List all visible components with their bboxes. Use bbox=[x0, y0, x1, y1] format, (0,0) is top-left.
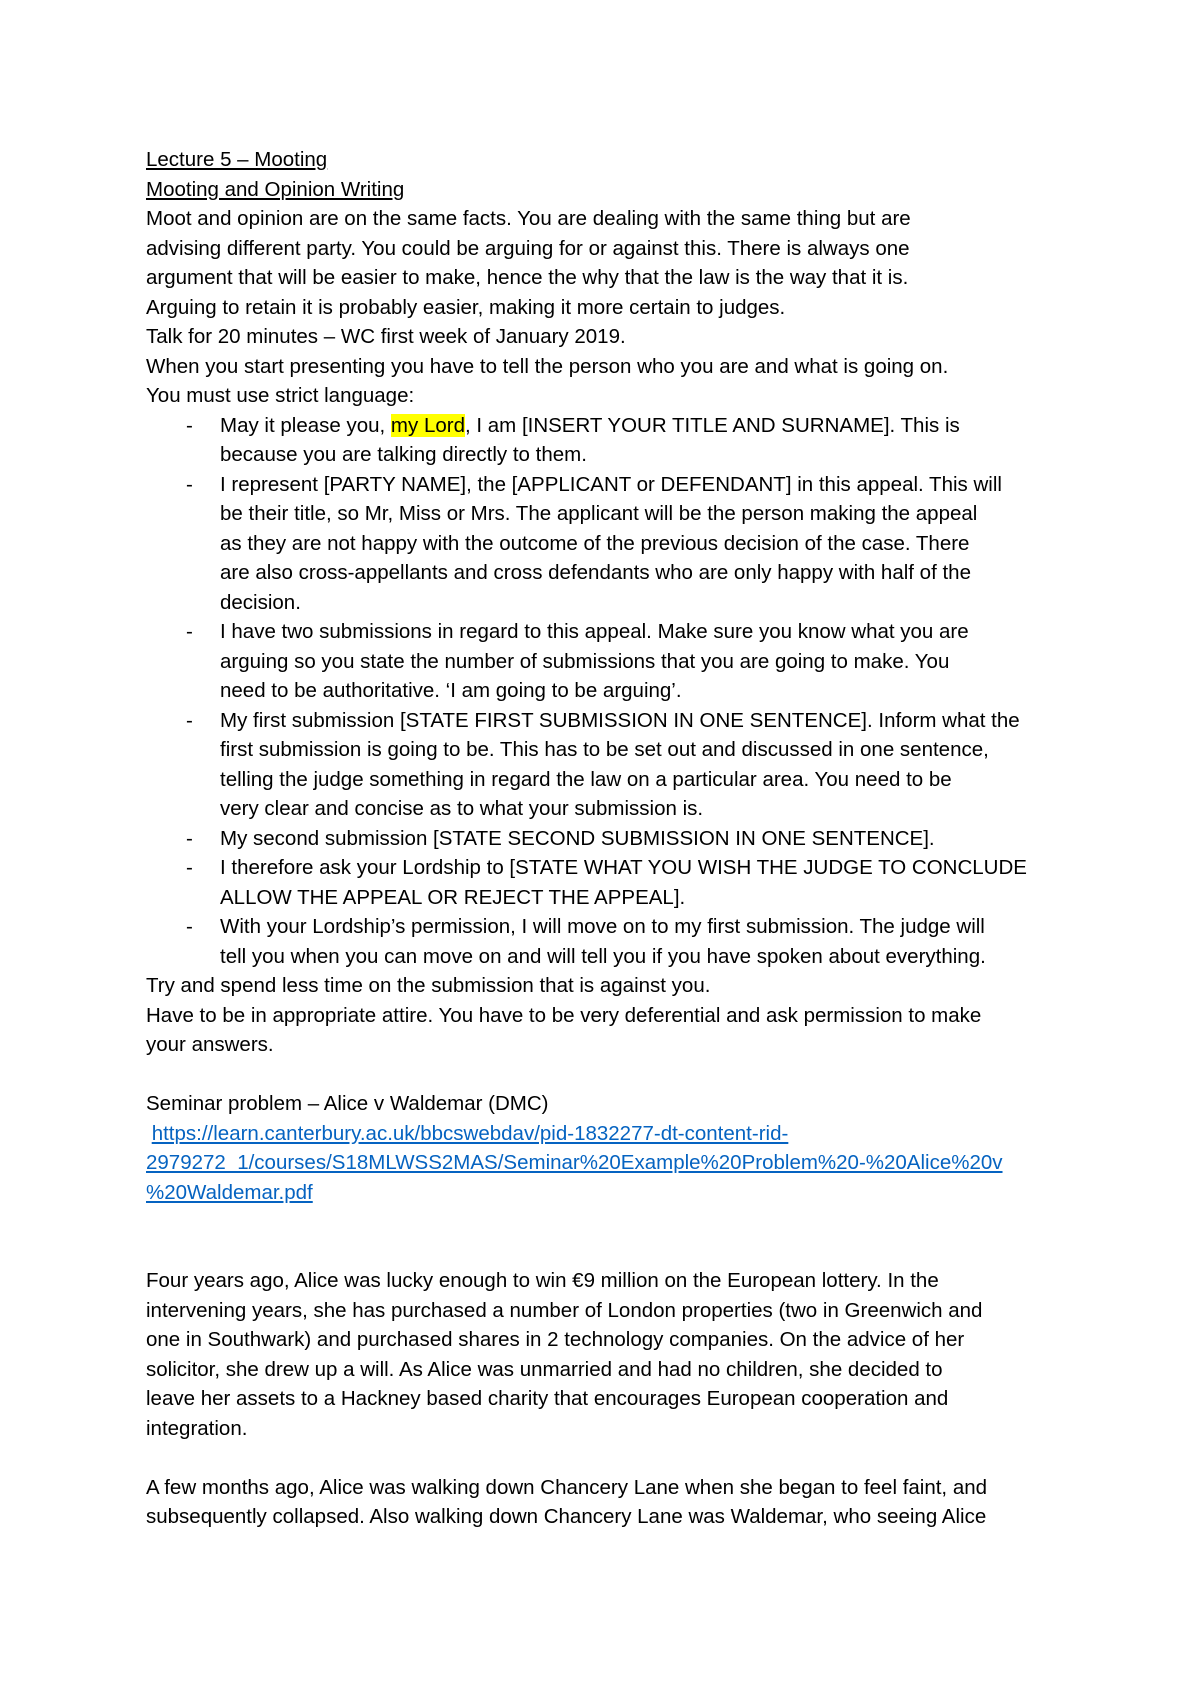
list-dash: - bbox=[186, 826, 193, 850]
text-line: My second submission [STATE SECOND SUBMISSION IN ONE SENTENCE]. bbox=[220, 826, 935, 850]
text-segment: May it please you, bbox=[220, 413, 391, 437]
highlighted-text: my Lord bbox=[390, 413, 465, 437]
list-item bbox=[146, 912, 1066, 971]
list-item bbox=[146, 411, 1066, 470]
list-item bbox=[146, 617, 1066, 706]
text-line: Arguing to retain it is probably easier, making it more certain to judges. bbox=[146, 295, 786, 319]
link-line-wrapper bbox=[146, 1178, 1066, 1208]
problem-paragraph bbox=[146, 1266, 1066, 1443]
text-line: subsequently collapsed. Also walking down Chancery Lane was Waldemar, who seeing Alice bbox=[146, 1505, 987, 1528]
text-line: tell you when you can move on and will tell you if you have spoken about everything. bbox=[220, 944, 986, 968]
seminar-pdf-link[interactable]: https://learn.canterbury.ac.uk/bbcswebdav/pid-1832277-dt-content-rid- bbox=[151, 1121, 789, 1145]
text-line: because you are talking directly to them. bbox=[220, 443, 587, 466]
text-line: My first submission [STATE FIRST SUBMISSION IN ONE SENTENCE]. Inform what the bbox=[220, 708, 1020, 732]
text-line: When you start presenting you have to tell the person who you are and what is going on. bbox=[146, 354, 949, 378]
text-line: A few months ago, Alice was walking down Chancery Lane when she began to feel faint, and bbox=[146, 1475, 988, 1499]
text-line: Four years ago, Alice was lucky enough to win €9 million on the European lottery. In the bbox=[146, 1269, 939, 1292]
seminar-pdf-link[interactable]: 2979272_1/courses/S18MLWSS2MAS/Seminar%20Example%20Problem%20-%20Alice%20v bbox=[146, 1151, 1003, 1174]
seminar-link[interactable] bbox=[146, 1119, 1066, 1208]
text-line: You must use strict language: bbox=[146, 384, 415, 407]
text-line: intervening years, she has purchased a number of London properties (two in Greenwich and bbox=[146, 1298, 983, 1322]
blank-line bbox=[146, 1443, 1066, 1473]
text-line: I have two submissions in regard to this appeal. Make sure you know what you are bbox=[220, 620, 969, 643]
list-dash: - bbox=[186, 708, 193, 732]
link-line-wrapper bbox=[146, 1148, 1066, 1178]
seminar-title: Seminar problem – Alice v Waldemar (DMC) bbox=[146, 1092, 549, 1115]
text-line: I therefore ask your Lordship to [STATE WHAT YOU WISH THE JUDGE TO CONCLUDE bbox=[220, 856, 1027, 879]
seminar-pdf-link[interactable]: %20Waldemar.pdf bbox=[146, 1180, 313, 1204]
text-line: Moot and opinion are on the same facts. You are dealing with the same thing but are bbox=[146, 207, 911, 230]
text-line: are also cross-appellants and cross defendants who are only happy with half of the bbox=[220, 561, 971, 584]
document-page bbox=[146, 145, 1066, 1532]
list-item bbox=[146, 824, 1066, 854]
lecture-title: Lecture 5 – Mooting bbox=[146, 148, 328, 171]
text-line bbox=[220, 411, 1066, 441]
text-segment: , I am [INSERT YOUR TITLE AND SURNAME]. This is bbox=[464, 413, 960, 437]
list-item bbox=[146, 706, 1066, 824]
text-line: arguing so you state the number of submissions that you are going to make. You bbox=[220, 649, 950, 673]
list-dash: - bbox=[186, 472, 193, 496]
text-line: ALLOW THE APPEAL OR REJECT THE APPEAL]. bbox=[220, 885, 686, 909]
list-item bbox=[146, 470, 1066, 618]
intro-paragraph bbox=[146, 204, 1066, 411]
text-line: Talk for 20 minutes – WC first week of January 2019. bbox=[146, 325, 626, 348]
text-line: argument that will be easier to make, hence the why that the law is the way that it is. bbox=[146, 266, 909, 289]
list-dash: - bbox=[186, 915, 193, 938]
text-line: very clear and concise as to what your submission is. bbox=[220, 797, 704, 820]
text-line: telling the judge something in regard the law on a particular area. You need to be bbox=[220, 767, 952, 791]
strict-language-list bbox=[146, 411, 1066, 972]
text-line: advising different party. You could be arguing for or against this. There is always one bbox=[146, 236, 910, 260]
text-line: integration. bbox=[146, 1416, 248, 1440]
text-line: Try and spend less time on the submission that is against you. bbox=[146, 974, 711, 997]
text-line: Have to be in appropriate attire. You have to be very deferential and ask permission to make bbox=[146, 1003, 982, 1027]
text-line: decision. bbox=[220, 590, 301, 614]
text-line: one in Southwark) and purchased shares in 2 technology companies. On the advice of her bbox=[146, 1328, 965, 1351]
text-line: I represent [PARTY NAME], the [APPLICANT or DEFENDANT] in this appeal. This will bbox=[220, 472, 1002, 496]
text-line: first submission is going to be. This has to be set out and discussed in one sentence, bbox=[220, 738, 989, 761]
text-line: as they are not happy with the outcome of the previous decision of the case. There bbox=[220, 531, 970, 555]
blank-line bbox=[146, 1207, 1066, 1266]
list-dash: - bbox=[186, 620, 193, 643]
list-item bbox=[146, 853, 1066, 912]
text-line: leave her assets to a Hackney based charity that encourages European cooperation and bbox=[146, 1387, 949, 1410]
text-line: need to be authoritative. ‘I am going to be arguing’. bbox=[220, 679, 682, 702]
text-line: be their title, so Mr, Miss or Mrs. The applicant will be the person making the appeal bbox=[220, 502, 978, 525]
list-dash: - bbox=[186, 856, 193, 879]
list-dash: - bbox=[186, 413, 193, 437]
text-line: your answers. bbox=[146, 1033, 274, 1056]
text-line: With your Lordship’s permission, I will move on to my first submission. The judge will bbox=[220, 915, 985, 938]
problem-paragraph bbox=[146, 1473, 1066, 1532]
text-line: solicitor, she drew up a will. As Alice was unmarried and had no children, she decided to bbox=[146, 1357, 943, 1381]
link-line-wrapper bbox=[146, 1119, 1066, 1149]
blank-line bbox=[146, 1060, 1066, 1090]
section-heading: Mooting and Opinion Writing bbox=[146, 177, 405, 201]
closing-notes bbox=[146, 971, 1066, 1060]
